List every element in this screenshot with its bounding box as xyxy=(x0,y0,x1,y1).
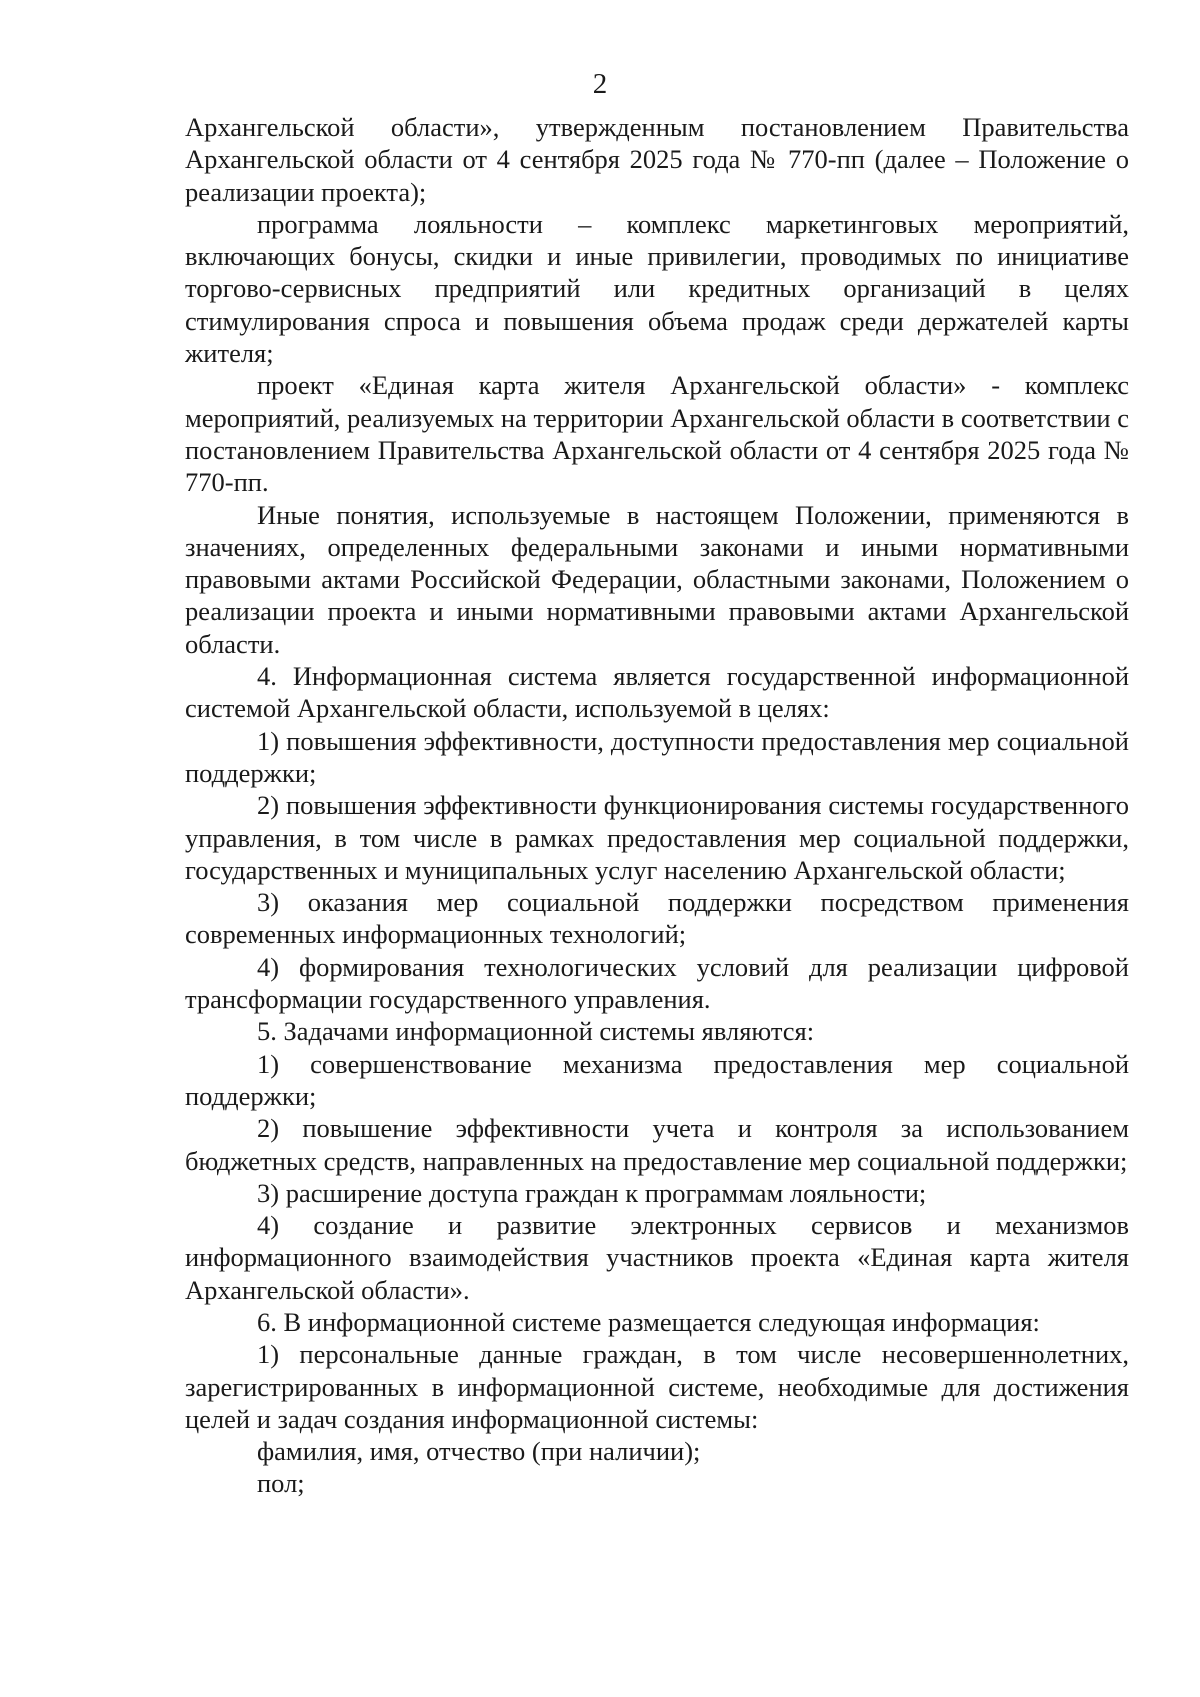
paragraph-loyalty-program: программа лояльности – комплекс маркетинговых мероприятий, включающих бонусы, скидки и иные привилегии, проводимых по инициативе торгово-сервисных предприятий или кредитных организаций в целях стимулирования спроса и повышения объема продаж среди держателей карты жителя; xyxy=(185,208,1129,369)
personal-data-gender: пол; xyxy=(257,1468,305,1499)
page-number: 2 xyxy=(592,68,608,100)
clause-6-heading: 6. В информационной системе размещается следующая информация: xyxy=(257,1306,1040,1337)
document-body xyxy=(185,111,1129,1500)
clause-6-item-1: 1) персональные данные граждан, в том числе несовершеннолетних, зарегистрированных в информационной системе, необходимые для достижения целей и задач создания информационной системы: xyxy=(185,1339,1129,1434)
paragraph-project-definition: проект «Единая карта жителя Архангельской области» - комплекс мероприятий, реализуемых на территории Архангельской области в соответствии с постановлением Правительства Архангельской области от 4 сентября 2025 года № 770-пп. xyxy=(185,370,1129,498)
clause-5-item-2: 2) повышение эффективности учета и контроля за использованием бюджетных средств, направленных на предоставление мер социальной поддержки; xyxy=(185,1113,1129,1176)
clause-4-heading: 4. Информационная система является государственной информационной системой Архангельской области, используемой в целях: xyxy=(185,661,1129,724)
clause-4-item-4: 4) формирования технологических условий для реализации цифровой трансформации государственного управления. xyxy=(185,951,1129,1015)
clause-4-item-3: 3) оказания мер социальной поддержки посредством применения современных информационных технологий; xyxy=(185,887,1129,950)
clause-4-item-1: 1) повышения эффективности, доступности предоставления мер социальной поддержки; xyxy=(185,725,1129,788)
clause-5-heading: 5. Задачами информационной системы являются: xyxy=(257,1016,815,1047)
personal-data-fullname: фамилия, имя, отчество (при наличии); xyxy=(257,1436,701,1467)
paragraph-other-terms: Иные понятия, используемые в настоящем Положении, применяются в значениях, определенных федеральными законами и иными нормативными правовыми актами Российской Федерации, областными законами, Положением о реализации проекта и иными нормативными правовыми актами Архангельской области. xyxy=(185,499,1129,659)
clause-5-item-3: 3) расширение доступа граждан к программам лояльности; xyxy=(257,1177,927,1208)
paragraph-continuation: Архангельской области», утвержденным постановлением Правительства Архангельской области от 4 сентября 2025 года № 770-пп (далее – Положение о реализации проекта); xyxy=(185,112,1129,207)
clause-5-item-4: 4) создание и развитие электронных сервисов и механизмов информационного взаимодействия участников проекта «Единая карта жителя Архангельской области». xyxy=(185,1210,1129,1305)
clause-4-item-2: 2) повышения эффективности функционирования системы государственного управления, в том числе в рамках предоставления мер социальной поддержки, государственных и муниципальных услуг населению Архангельской области; xyxy=(185,790,1129,885)
clause-5-item-1: 1) совершенствование механизма предоставления мер социальной поддержки; xyxy=(185,1048,1129,1111)
